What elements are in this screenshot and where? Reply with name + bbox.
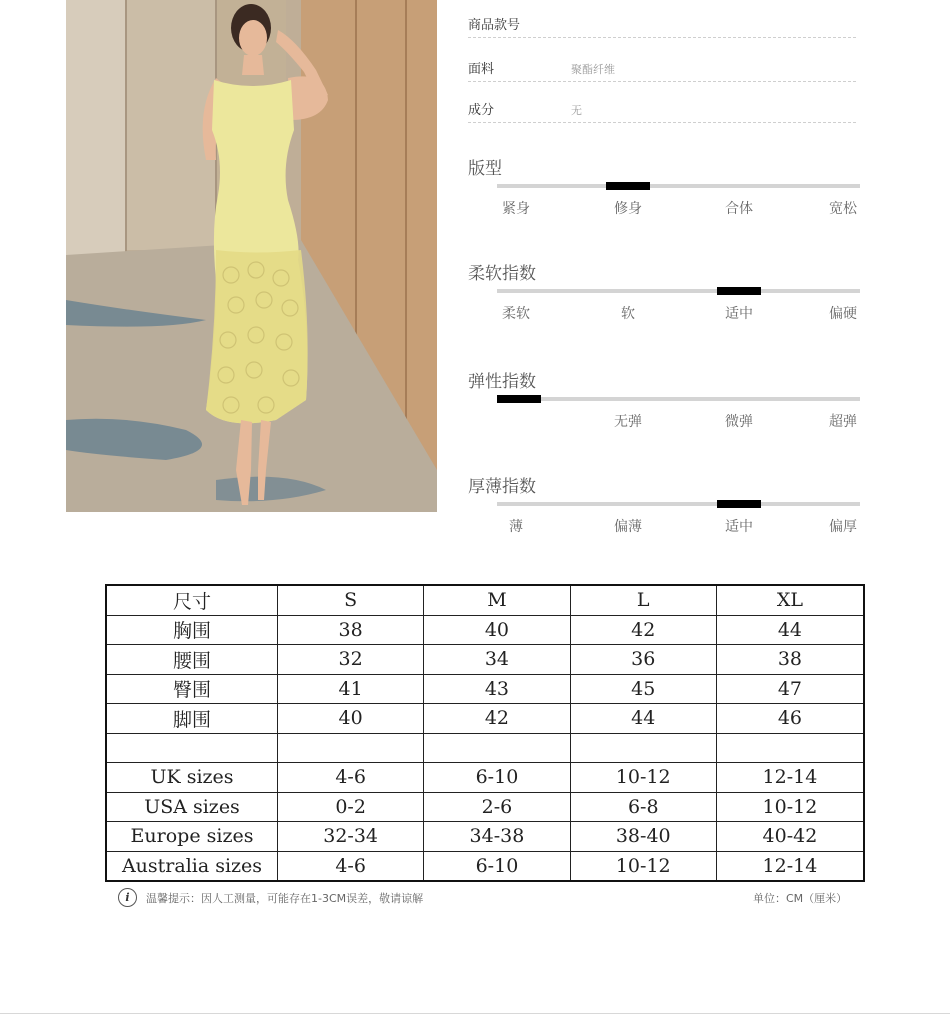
scale-indicator <box>717 500 761 508</box>
info-row-composition <box>468 93 856 123</box>
table-cell: 胸围 <box>106 615 278 645</box>
scale-option: 紧身 <box>502 201 530 217</box>
table-cell: 10-12 <box>570 763 716 793</box>
table-cell <box>716 733 864 763</box>
table-header-cell: S <box>278 585 424 615</box>
measurement-note-text: 温馨提示：因人工测量，可能存在1-3CM误差，敬请谅解 <box>146 891 424 905</box>
table-row <box>106 822 864 852</box>
info-value: 聚酯纤维 <box>571 63 615 76</box>
scale-option: 微弹 <box>725 414 753 430</box>
table-row-empty <box>106 733 864 763</box>
scale-indicator <box>497 395 541 403</box>
scale-fit <box>468 154 863 234</box>
table-cell: 32 <box>278 645 424 675</box>
table-cell: 42 <box>424 704 570 734</box>
info-label: 面料 <box>468 62 495 77</box>
table-cell: 41 <box>278 674 424 704</box>
table-header-cell: XL <box>716 585 864 615</box>
table-header-cell: 尺寸 <box>106 585 278 615</box>
table-cell: 44 <box>570 704 716 734</box>
info-row-fabric <box>468 52 856 82</box>
scale-option: 偏厚 <box>829 519 857 535</box>
table-cell <box>424 733 570 763</box>
scale-option: 适中 <box>725 519 753 535</box>
table-cell: 47 <box>716 674 864 704</box>
scale-indicator <box>606 182 650 190</box>
table-cell: 45 <box>570 674 716 704</box>
table-cell: 34 <box>424 645 570 675</box>
table-row <box>106 763 864 793</box>
scale-title: 柔软指数 <box>468 264 536 284</box>
divider <box>468 37 856 38</box>
measurement-note <box>118 888 423 907</box>
scale-option: 柔软 <box>502 306 530 322</box>
table-row <box>106 851 864 881</box>
table-header-row <box>106 585 864 615</box>
scale-thickness <box>468 472 863 552</box>
table-row <box>106 704 864 734</box>
table-row <box>106 792 864 822</box>
scale-option: 薄 <box>509 519 523 535</box>
scale-track <box>497 397 860 401</box>
info-value: 无 <box>571 104 582 117</box>
scale-track <box>497 289 860 293</box>
table-cell: 6-10 <box>424 763 570 793</box>
table-cell <box>278 733 424 763</box>
table-cell: 10-12 <box>716 792 864 822</box>
table-row <box>106 645 864 675</box>
table-cell: 6-8 <box>570 792 716 822</box>
table-cell: 43 <box>424 674 570 704</box>
scale-track <box>497 502 860 506</box>
table-cell: 4-6 <box>278 763 424 793</box>
scale-title: 厚薄指数 <box>468 477 536 497</box>
scale-track <box>497 184 860 188</box>
table-row <box>106 674 864 704</box>
scale-elasticity <box>468 367 863 447</box>
table-cell: 34-38 <box>424 822 570 852</box>
scale-option: 偏薄 <box>614 519 642 535</box>
table-cell: 40 <box>424 615 570 645</box>
scale-indicator <box>717 287 761 295</box>
scale-option: 超弹 <box>829 414 857 430</box>
table-cell: 0-2 <box>278 792 424 822</box>
table-cell: 40-42 <box>716 822 864 852</box>
table-cell: Europe sizes <box>106 822 278 852</box>
size-chart-table <box>105 584 865 882</box>
scale-option: 偏硬 <box>829 306 857 322</box>
table-cell: 36 <box>570 645 716 675</box>
info-label: 成分 <box>468 103 495 118</box>
info-label: 商品款号 <box>468 18 521 33</box>
table-cell: 脚围 <box>106 704 278 734</box>
table-header-cell: M <box>424 585 570 615</box>
scale-option: 适中 <box>725 306 753 322</box>
table-cell: 2-6 <box>424 792 570 822</box>
table-header-cell: L <box>570 585 716 615</box>
table-cell: 4-6 <box>278 851 424 881</box>
table-row <box>106 615 864 645</box>
scale-softness <box>468 259 863 339</box>
scale-option: 软 <box>621 306 635 322</box>
divider <box>468 122 856 123</box>
unit-note: 单位：CM（厘米） <box>753 892 848 905</box>
table-cell: 38 <box>716 645 864 675</box>
product-photo <box>66 0 437 512</box>
table-cell: 臀围 <box>106 674 278 704</box>
scale-option: 合体 <box>725 201 753 217</box>
table-cell: Australia sizes <box>106 851 278 881</box>
table-cell: 32-34 <box>278 822 424 852</box>
table-cell: UK sizes <box>106 763 278 793</box>
table-cell <box>570 733 716 763</box>
info-row-style-number <box>468 8 856 38</box>
table-cell: 6-10 <box>424 851 570 881</box>
table-cell: 38-40 <box>570 822 716 852</box>
info-icon: i <box>118 888 137 907</box>
scale-option: 宽松 <box>829 201 857 217</box>
table-cell: 10-12 <box>570 851 716 881</box>
table-cell <box>106 733 278 763</box>
table-cell: 40 <box>278 704 424 734</box>
scale-option: 修身 <box>614 201 642 217</box>
table-cell: 12-14 <box>716 763 864 793</box>
divider <box>468 81 856 82</box>
table-cell: 44 <box>716 615 864 645</box>
table-cell: 46 <box>716 704 864 734</box>
scale-option: 无弹 <box>614 414 642 430</box>
table-cell: 腰围 <box>106 645 278 675</box>
scale-title: 版型 <box>468 159 502 179</box>
divider <box>0 1013 950 1014</box>
scale-title: 弹性指数 <box>468 372 536 392</box>
table-cell: 38 <box>278 615 424 645</box>
table-cell: 12-14 <box>716 851 864 881</box>
table-cell: USA sizes <box>106 792 278 822</box>
table-cell: 42 <box>570 615 716 645</box>
